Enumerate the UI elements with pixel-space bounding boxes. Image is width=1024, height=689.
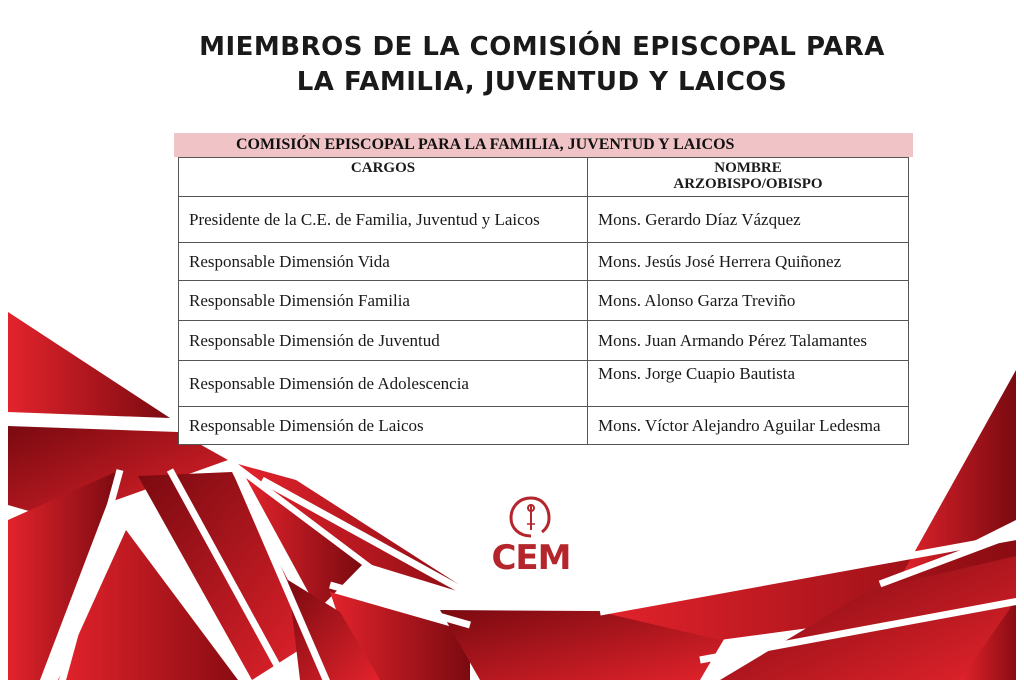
cell-nombre: Mons. Alonso Garza Treviño [588, 281, 909, 321]
table-row [179, 197, 909, 243]
cell-nombre: Mons. Gerardo Díaz Vázquez [588, 197, 909, 243]
page-title-line-1: MIEMBROS DE LA COMISIÓN EPISCOPAL PARA [199, 32, 885, 62]
cell-nombre: Mons. Jorge Cuapio Bautista [588, 361, 909, 407]
table-band-title: COMISIÓN EPISCOPAL PARA LA FAMILIA, JUVENTUD Y LAICOS [174, 133, 913, 157]
table-row [179, 407, 909, 445]
members-table-container [174, 133, 913, 445]
cell-nombre: Mons. Jesús José Herrera Quiñonez [588, 243, 909, 281]
table-row [179, 361, 909, 407]
cem-emblem-icon [485, 494, 577, 540]
cell-cargo: Responsable Dimensión Familia [179, 281, 588, 321]
cem-logo-text: CEM [491, 538, 571, 578]
page-title-line-2: LA FAMILIA, JUVENTUD Y LAICOS [296, 67, 788, 97]
table-row [179, 281, 909, 321]
table-header-row [179, 158, 909, 197]
table-row [179, 321, 909, 361]
table-row [179, 243, 909, 281]
cell-nombre: Mons. Víctor Alejandro Aguilar Ledesma [588, 407, 909, 445]
header-nombre [588, 158, 909, 197]
cell-cargo: Responsable Dimensión de Laicos [179, 407, 588, 445]
header-cargos: CARGOS [179, 158, 588, 197]
header-nombre-line-2: ARZOBISPO/OBISPO [673, 176, 823, 192]
page-title [0, 30, 1024, 100]
cem-logo [485, 494, 577, 590]
members-table [178, 157, 909, 445]
cell-nombre: Mons. Juan Armando Pérez Talamantes [588, 321, 909, 361]
cell-cargo: Responsable Dimensión Vida [179, 243, 588, 281]
cell-cargo: Responsable Dimensión de Adolescencia [179, 361, 588, 407]
cell-cargo: Presidente de la C.E. de Familia, Juventud y Laicos [179, 197, 588, 243]
cell-cargo: Responsable Dimensión de Juventud [179, 321, 588, 361]
header-nombre-line-1: NOMBRE [714, 160, 782, 176]
